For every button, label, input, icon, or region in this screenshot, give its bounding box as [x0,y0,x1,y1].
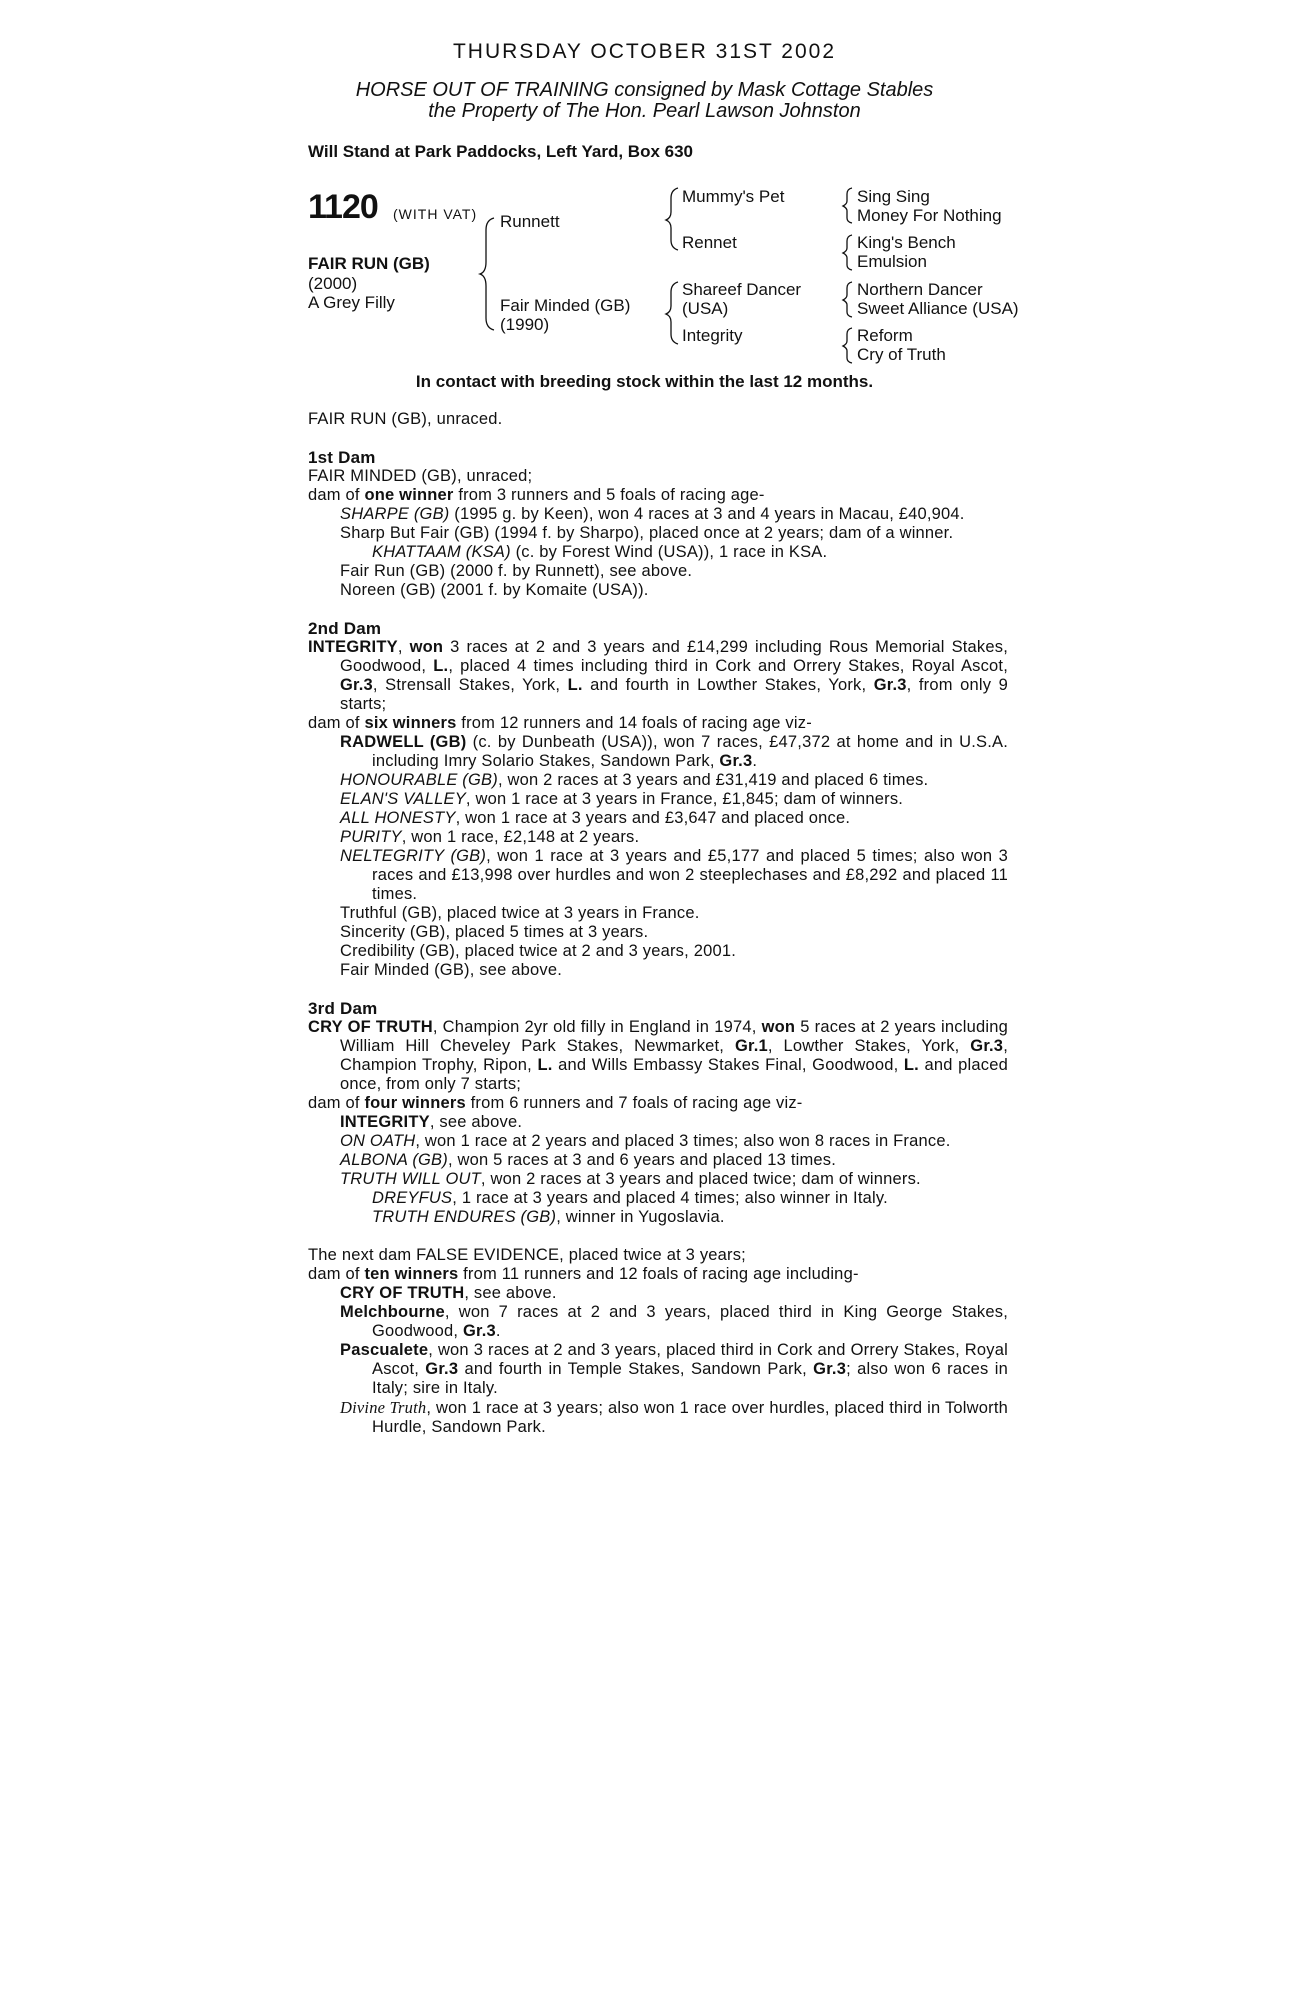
second-dam-produce-elans-valley: ELAN'S VALLEY, won 1 race at 3 years in France, £1,845; dam of winners. [340,790,904,808]
next-dam-produce-summary: dam of ten winners from 11 runners and 12 foals of racing age including- [308,1265,859,1283]
pedigree-dam-dam: Integrity [682,326,743,345]
pedigree-g3-8: Cry of Truth [857,345,946,364]
pedigree-sire-dam: Rennet [682,233,737,252]
vat-note: (WITH VAT) [393,206,478,222]
third-dam-record: CRY OF TRUTH, Champion 2yr old filly in England in 1974, won 5 races at 2 years including William Hill Cheveley Park Stakes, Newmarket, Gr.1, Lowther Stakes, York, Gr.3, Champion Trophy, Ripon, L. and Wills Embassy Stakes Final, Goodwood, L. and placed once, from only 7 starts; [308,1018,1008,1093]
second-dam-produce-radwell: RADWELL (GB) (c. by Dunbeath (USA)), won 7 races, £47,372 at home and in U.S.A. including Imry Solario Stakes, Sandown Park, Gr.3. [340,733,1008,770]
third-dam-produce-summary: dam of four winners from 6 runners and 7 foals of racing age viz- [308,1094,803,1112]
third-dam-produce-truth-will-out: TRUTH WILL OUT, won 2 races at 3 years and placed twice; dam of winners. [340,1170,921,1188]
sale-date-heading: THURSDAY OCTOBER 31ST 2002 [452,40,837,63]
first-dam-produce-3: Fair Run (GB) (2000 f. by Runnett), see above. [340,562,693,580]
lot-number: 1120 [308,188,378,226]
pedigree-braces [0,0,1289,370]
stand-location: Will Stand at Park Paddocks, Left Yard, Box 630 [308,142,693,161]
second-dam-produce-neltegrity: NELTEGRITY (GB), won 1 race at 3 years and £5,177 and placed 5 times; also won 3 races and £13,998 over hurdles and won 2 steeplechases and £8,292 and placed 11 times. [340,847,1008,903]
second-dam-produce-credibility: Credibility (GB), placed twice at 2 and 3 years, 2001. [340,942,736,960]
third-dam-produce-integrity: INTEGRITY, see above. [340,1113,523,1131]
pedigree-sire-sire: Mummy's Pet [682,187,785,206]
third-dam-produce-truth-endures: TRUTH ENDURES (GB), winner in Yugoslavia. [372,1208,725,1226]
pedigree-g3-5: Northern Dancer [857,280,983,299]
breeding-contact-note: In contact with breeding stock within the last 12 months. [415,372,874,391]
second-dam-produce-summary: dam of six winners from 12 runners and 14 foals of racing age viz- [308,714,812,732]
first-dam-produce-summary: dam of one winner from 3 runners and 5 foals of racing age- [308,486,765,504]
first-dam-produce-2-foal: KHATTAAM (KSA) (c. by Forest Wind (USA)), 1 race in KSA. [372,543,828,561]
second-dam-produce-sincerity: Sincerity (GB), placed 5 times at 3 years. [340,923,649,941]
first-dam-heading: 1st Dam [308,448,376,467]
next-dam-produce-cry-of-truth: CRY OF TRUTH, see above. [340,1284,557,1302]
third-dam-produce-on-oath: ON OATH, won 1 race at 2 years and placed 3 times; also won 8 races in France. [340,1132,951,1150]
first-dam-line: FAIR MINDED (GB), unraced; [308,467,533,485]
second-dam-produce-fair-minded: Fair Minded (GB), see above. [340,961,563,979]
pedigree-dam-sire-origin: (USA) [682,299,729,318]
pedigree-g3-2: Money For Nothing [857,206,1002,225]
next-dam-line: The next dam FALSE EVIDENCE, placed twice at 3 years; [308,1246,746,1264]
second-dam-produce-purity: PURITY, won 1 race, £2,148 at 2 years. [340,828,640,846]
third-dam-produce-dreyfus: DREYFUS, 1 race at 3 years and placed 4 times; also winner in Italy. [372,1189,888,1207]
pedigree-dam-name: Fair Minded (GB) [500,296,631,315]
horse-name: FAIR RUN (GB) [308,254,430,273]
pedigree-dam-sire [682,280,801,318]
foaling-year: (2000) [308,274,358,293]
consignment-line-1: HORSE OUT OF TRAINING consigned by Mask Cottage Stables [355,79,934,101]
pedigree-dam [500,296,630,334]
next-dam-produce-divine-truth: Divine Truth, won 1 race at 3 years; also won 1 race over hurdles, placed third in Tolworth Hurdle, Sandown Park. [340,1398,1008,1436]
first-dam-produce-2: Sharp But Fair (GB) (1994 f. by Sharpo), placed once at 2 years; dam of a winner. [340,524,954,542]
horse-description: A Grey Filly [308,293,395,312]
third-dam-heading: 3rd Dam [308,999,378,1018]
next-dam-produce-pascualete: Pascualete, won 3 races at 2 and 3 years, placed third in Cork and Orrery Stakes, Royal Ascot, Gr.3 and fourth in Temple Stakes, Sandown Park, Gr.3; also won 6 races in Italy; sire in Italy. [340,1341,1008,1397]
pedigree-g3-6: Sweet Alliance (USA) [857,299,1019,318]
next-dam-produce-melchbourne: Melchbourne, won 7 races at 2 and 3 years, placed third in King George Stakes, Goodwood, Gr.3. [340,1303,1008,1340]
pedigree-g3-1: Sing Sing [857,187,930,206]
second-dam-heading: 2nd Dam [308,619,382,638]
pedigree-g3-3: King's Bench [857,233,956,252]
second-dam-produce-all-honesty: ALL HONESTY, won 1 race at 3 years and £3,647 and placed once. [340,809,851,827]
second-dam-record: INTEGRITY, won 3 races at 2 and 3 years and £14,299 including Rous Memorial Stakes, Goodwood, L., placed 4 times including third in Cork and Orrery Stakes, Royal Ascot, Gr.3, Strensall Stakes, York, L. and fourth in Lowther Stakes, York, Gr.3, from only 9 starts; [308,638,1009,713]
second-dam-produce-truthful: Truthful (GB), placed twice at 3 years in France. [340,904,700,922]
first-dam-produce-4: Noreen (GB) (2001 f. by Komaite (USA)). [340,581,649,599]
intro-line: FAIR RUN (GB), unraced. [308,410,503,428]
pedigree-dam-sire-name: Shareef Dancer [682,280,802,299]
pedigree-g3-7: Reform [857,326,913,345]
pedigree-sire: Runnett [500,212,560,231]
third-dam-produce-albona: ALBONA (GB), won 5 races at 3 and 6 years and placed 13 times. [340,1151,837,1169]
pedigree-dam-year: (1990) [500,315,550,334]
pedigree-g3-4: Emulsion [857,252,927,271]
catalogue-body [308,410,1008,1437]
second-dam-produce-honourable: HONOURABLE (GB), won 2 races at 3 years and £31,419 and placed 6 times. [340,771,929,789]
first-dam-produce-1: SHARPE (GB) (1995 g. by Keen), won 4 races at 3 and 4 years in Macau, £40,904. [340,505,965,523]
consignment-line-2: the Property of The Hon. Pearl Lawson Johnston [428,100,861,122]
